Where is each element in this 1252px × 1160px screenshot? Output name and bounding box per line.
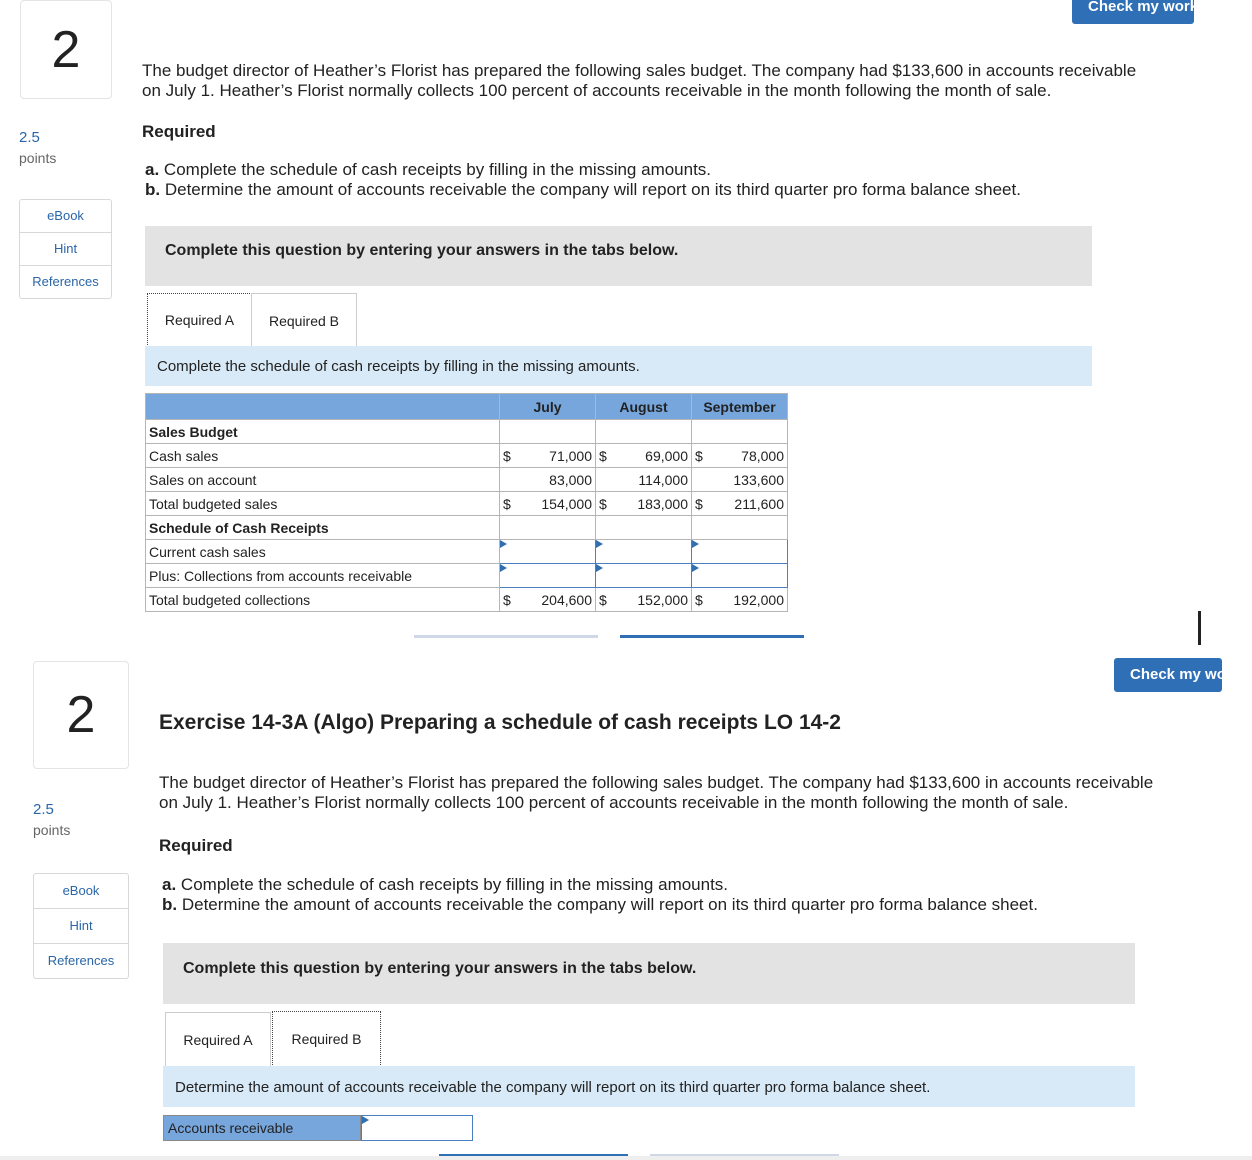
text-cursor-icon [1198,611,1201,645]
problem-paragraph-2 [159,773,1153,813]
hint-link-2[interactable]: Hint [34,909,128,944]
cash-sales-september: 78,000 [741,447,784,464]
header-july: July [500,394,596,420]
currency-symbol: $ [503,591,511,608]
required-heading: Required [142,122,216,141]
item-b-label: b. [145,180,161,199]
next-tab-button[interactable] [620,635,804,638]
currency-symbol: $ [695,591,703,608]
total-sales-label: Total budgeted sales [146,492,500,516]
points-label: points [19,150,57,166]
total-sales-september: 211,600 [734,495,784,512]
cash-sales-july: 71,000 [549,447,592,464]
table-row [146,444,788,468]
total-collections-label: Total budgeted collections [146,588,500,612]
item-a-text: Complete the schedule of cash receipts by filling in the missing amounts. [163,160,712,179]
points-value-2: 2.5 [33,801,54,818]
ar-input[interactable] [361,1115,473,1141]
currency-symbol: $ [695,495,703,512]
sales-on-account-september: 133,600 [692,468,788,492]
required-items-2 [162,875,1038,915]
required-items [145,160,1021,200]
collections-label: Plus: Collections from accounts receivable [146,564,500,588]
instruction-banner: Complete this question by entering your answers in the tabs below. [145,226,1092,286]
sales-on-account-label: Sales on account [146,468,500,492]
collections-september-input[interactable] [692,564,788,588]
problem-line-1: The budget director of Heather’s Florist has prepared the following sales budget. The company had $133,600 in accounts receivable [142,61,1137,80]
sales-budget-heading: Sales Budget [146,420,500,444]
required-heading-2: Required [159,836,233,855]
check-my-work-button-2[interactable] [1114,658,1241,692]
currency-symbol: $ [599,447,607,464]
table-row [146,588,788,612]
hint-link[interactable]: Hint [20,233,111,266]
problem-line-2: on July 1. Heather’s Florist normally collects 100 percent of accounts receivable in the month following the month of sale. [142,81,1052,100]
problem-paragraph [142,61,1136,101]
question-bar-2: Determine the amount of accounts receivable the company will report on its third quarter pro forma balance sheet. [163,1066,1135,1107]
current-cash-sales-label: Current cash sales [146,540,500,564]
item-a-text-2: Complete the schedule of cash receipts by filling in the missing amounts. [180,875,729,894]
ebook-link-2[interactable]: eBook [34,874,128,909]
item-a-label-2: a. [162,875,177,894]
collections-july-input[interactable] [500,564,596,588]
points-value: 2.5 [19,129,40,146]
table-row [146,492,788,516]
item-a-label: a. [145,160,160,179]
question-number-2-text: 2 [66,686,96,744]
instruction-banner-2: Complete this question by entering your answers in the tabs below. [163,943,1135,1004]
side-links-2 [33,873,129,979]
item-b-text-2: Determine the amount of accounts receivable the company will report on its third quarter pro forma balance sheet. [181,895,1038,914]
schedule-heading: Schedule of Cash Receipts [146,516,500,540]
item-b-label-2: b. [162,895,178,914]
currency-symbol: $ [599,495,607,512]
currency-symbol: $ [503,495,511,512]
total-sales-july: 154,000 [541,495,592,512]
total-sales-august: 183,000 [637,495,688,512]
ebook-link[interactable]: eBook [20,200,111,233]
question-bar: Complete the schedule of cash receipts by filling in the missing amounts. [145,346,1092,386]
tab-required-a-2[interactable]: Required A [165,1012,271,1067]
question-number [20,0,112,99]
header-blank [146,394,500,420]
ar-label: Accounts receivable [163,1115,361,1141]
item-b-text: Determine the amount of accounts receivable the company will report on its third quarter pro forma balance sheet. [164,180,1021,199]
problem-2-line-1: The budget director of Heather’s Florist has prepared the following sales budget. The company had $133,600 in accounts receivable [159,773,1154,792]
tab-required-a[interactable]: Required A [147,293,252,347]
collections-august-input[interactable] [596,564,692,588]
total-collections-august: 152,000 [637,591,688,608]
cash-receipts-table [145,393,788,612]
problem-2-line-2: on July 1. Heather’s Florist normally collects 100 percent of accounts receivable in the month following the month of sale. [159,793,1069,812]
check-my-work-label-2: Check my work [1130,666,1241,683]
page-bottom-edge [0,1156,1252,1160]
references-link[interactable]: References [32,274,99,289]
cash-sales-label: Cash sales [146,444,500,468]
currency-symbol: $ [695,447,703,464]
prev-tab-button[interactable] [414,635,598,638]
side-links [19,199,112,299]
points-display [19,128,56,168]
current-cash-september-input[interactable] [692,540,788,564]
exercise-title: Exercise 14-3A (Algo) Preparing a schedule of cash receipts LO 14-2 [159,711,841,734]
total-collections-july: 204,600 [541,591,592,608]
currency-symbol: $ [503,447,511,464]
check-my-work-button[interactable] [1072,0,1199,24]
tab-required-b-2[interactable]: Required B [272,1011,381,1067]
table-row [146,468,788,492]
table-row [146,420,788,444]
table-row [146,564,788,588]
currency-symbol: $ [599,591,607,608]
table-row [146,540,788,564]
current-cash-august-input[interactable] [596,540,692,564]
table-row [146,516,788,540]
cash-sales-august: 69,000 [645,447,688,464]
total-collections-september: 192,000 [733,591,784,608]
current-cash-july-input[interactable] [500,540,596,564]
sales-on-account-august: 114,000 [596,468,692,492]
header-august: August [596,394,692,420]
references-link-2[interactable]: References [47,953,115,968]
question-number-2 [33,661,129,769]
check-my-work-label: Check my work [1088,0,1199,15]
question-number-text: 2 [51,20,81,79]
points-label-2: points [33,822,71,838]
sales-on-account-july: 83,000 [500,468,596,492]
header-september: September [692,394,788,420]
points-display-2 [33,800,70,840]
tab-required-b[interactable]: Required B [251,293,357,347]
